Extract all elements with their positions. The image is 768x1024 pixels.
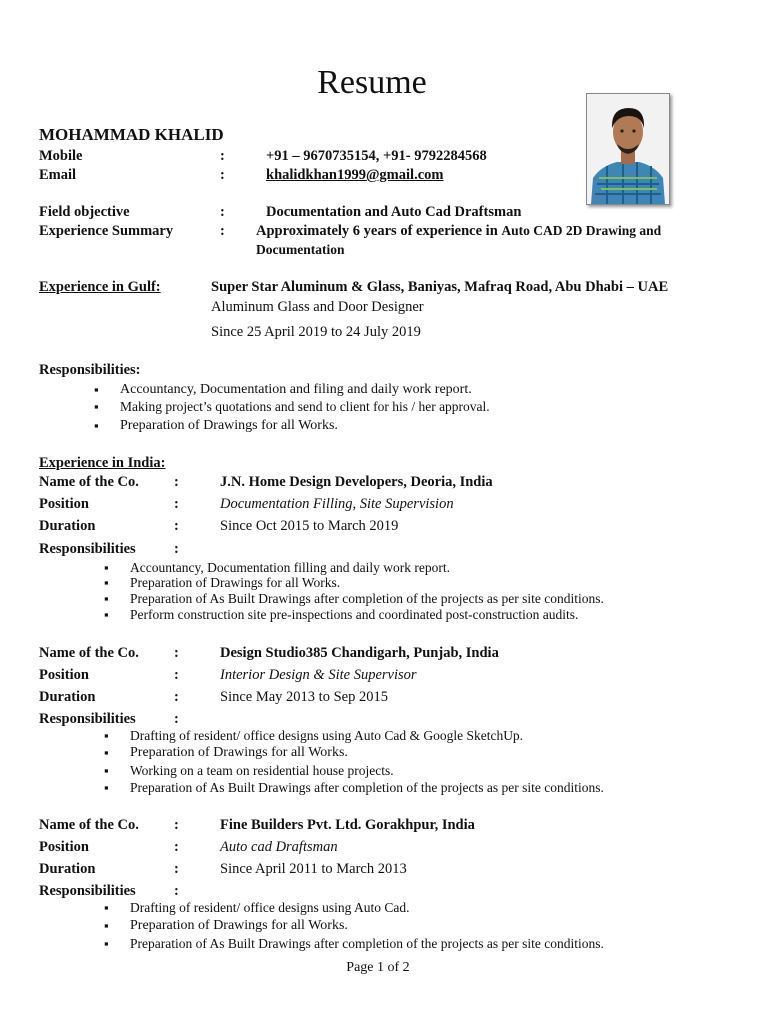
job2-position-colon: :	[174, 667, 179, 683]
job3-position: Auto cad Draftsman	[220, 839, 338, 855]
objective-value: Documentation and Auto Cad Draftsman	[266, 204, 522, 220]
mobile-value: +91 – 9670735154, +91- 9792284568	[266, 148, 487, 164]
job1-duration-colon: :	[174, 518, 179, 534]
job2-duration-colon: :	[174, 689, 179, 705]
list-item: ▪ Working on a team on residential house projects.	[130, 763, 394, 779]
job3-responsibilities-colon: :	[174, 883, 179, 899]
list-item: ▪ Preparation of As Built Drawings after completion of the projects as per site conditions.	[130, 591, 604, 607]
gulf-dates: Since 25 April 2019 to 24 July 2019	[211, 324, 421, 340]
job3-name-label: Name of the Co.	[39, 817, 139, 833]
summary-line-2: Documentation	[256, 242, 345, 257]
job2-duration-label: Duration	[39, 689, 96, 705]
job1-position: Documentation Filling, Site Supervision	[220, 496, 454, 512]
list-item: ▪ Accountancy, Documentation and filing and daily work report.	[120, 382, 472, 398]
job3-duration-label: Duration	[39, 861, 96, 877]
job2-responsibilities-label: Responsibilities	[39, 711, 136, 727]
list-item: ▪ Accountancy, Documentation filling and daily work report.	[130, 560, 450, 576]
job2-position-label: Position	[39, 667, 89, 683]
objective-label: Field objective	[39, 204, 130, 220]
job1-name-label: Name of the Co.	[39, 474, 139, 490]
job1-duration: Since Oct 2015 to March 2019	[220, 518, 399, 534]
list-item: ▪ Drafting of resident/ office designs using Auto Cad.	[130, 900, 409, 916]
job1-responsibilities-label: Responsibilities	[39, 541, 136, 557]
job1-position-colon: :	[174, 496, 179, 512]
job3-name-colon: :	[174, 817, 179, 833]
list-item: ▪ Preparation of Drawings for all Works.	[130, 745, 348, 761]
job2-duration: Since May 2013 to Sep 2015	[220, 689, 388, 705]
page-number: Page 1 of 2	[346, 960, 410, 975]
list-item: ▪ Preparation of Drawings for all Works.	[120, 418, 338, 434]
document-title: Resume	[317, 64, 427, 101]
job1-responsibilities-colon: :	[174, 541, 179, 557]
list-item: ▪ Perform construction site pre-inspections and coordinated post-construction audits.	[130, 607, 578, 623]
objective-colon: :	[220, 204, 225, 220]
gulf-role: Aluminum Glass and Door Designer	[211, 299, 424, 315]
job2-name-label: Name of the Co.	[39, 645, 139, 661]
gulf-heading: Experience in Gulf:	[39, 279, 161, 295]
job2-company: Design Studio385 Chandigarh, Punjab, India	[220, 645, 499, 661]
gulf-responsibilities-label: Responsibilities:	[39, 362, 141, 378]
summary-colon: :	[220, 223, 225, 239]
job3-duration: Since April 2011 to March 2013	[220, 861, 407, 877]
job2-name-colon: :	[174, 645, 179, 661]
job3-position-colon: :	[174, 839, 179, 855]
profile-photo	[586, 93, 670, 205]
email-label: Email	[39, 167, 77, 183]
job2-responsibilities-colon: :	[174, 711, 179, 727]
summary-label: Experience Summary	[39, 223, 174, 239]
gulf-company: Super Star Aluminum & Glass, Baniyas, Mafraq Road, Abu Dhabi – UAE	[211, 279, 669, 295]
job3-company: Fine Builders Pvt. Ltd. Gorakhpur, India	[220, 817, 475, 833]
job3-duration-colon: :	[174, 861, 179, 877]
job1-name-colon: :	[174, 474, 179, 490]
profile-photo-image	[587, 94, 669, 204]
india-heading: Experience in India:	[39, 455, 166, 471]
list-item: ▪ Drafting of resident/ office designs using Auto Cad & Google SketchUp.	[130, 728, 523, 744]
list-item: ▪ Making project’s quotations and send to client for his / her approval.	[120, 399, 490, 415]
mobile-label: Mobile	[39, 148, 83, 164]
list-item: ▪ Preparation of As Built Drawings after completion of the projects as per site conditions.	[130, 780, 604, 796]
list-item: ▪ Preparation of As Built Drawings after completion of the projects as per site conditions.	[130, 936, 604, 952]
list-item: ▪ Preparation of Drawings for all Works.	[130, 918, 348, 934]
job1-company: J.N. Home Design Developers, Deoria, India	[220, 474, 493, 490]
email-colon: :	[220, 167, 225, 183]
job3-position-label: Position	[39, 839, 89, 855]
mobile-colon: :	[220, 148, 225, 164]
job1-duration-label: Duration	[39, 518, 96, 534]
email-link[interactable]: khalidkhan1999@gmail.com	[266, 167, 444, 183]
candidate-name: MOHAMMAD KHALID	[39, 125, 224, 144]
job2-position: Interior Design & Site Supervisor	[220, 667, 417, 683]
job3-responsibilities-label: Responsibilities	[39, 883, 136, 899]
list-item: ▪ Preparation of Drawings for all Works.	[130, 575, 340, 591]
summary-line-1-rest: Auto CAD 2D Drawing and	[501, 223, 662, 238]
summary-line-1-bold: Approximately 6 years of experience in	[256, 223, 502, 239]
summary-line-1	[256, 223, 661, 240]
job1-position-label: Position	[39, 496, 89, 512]
